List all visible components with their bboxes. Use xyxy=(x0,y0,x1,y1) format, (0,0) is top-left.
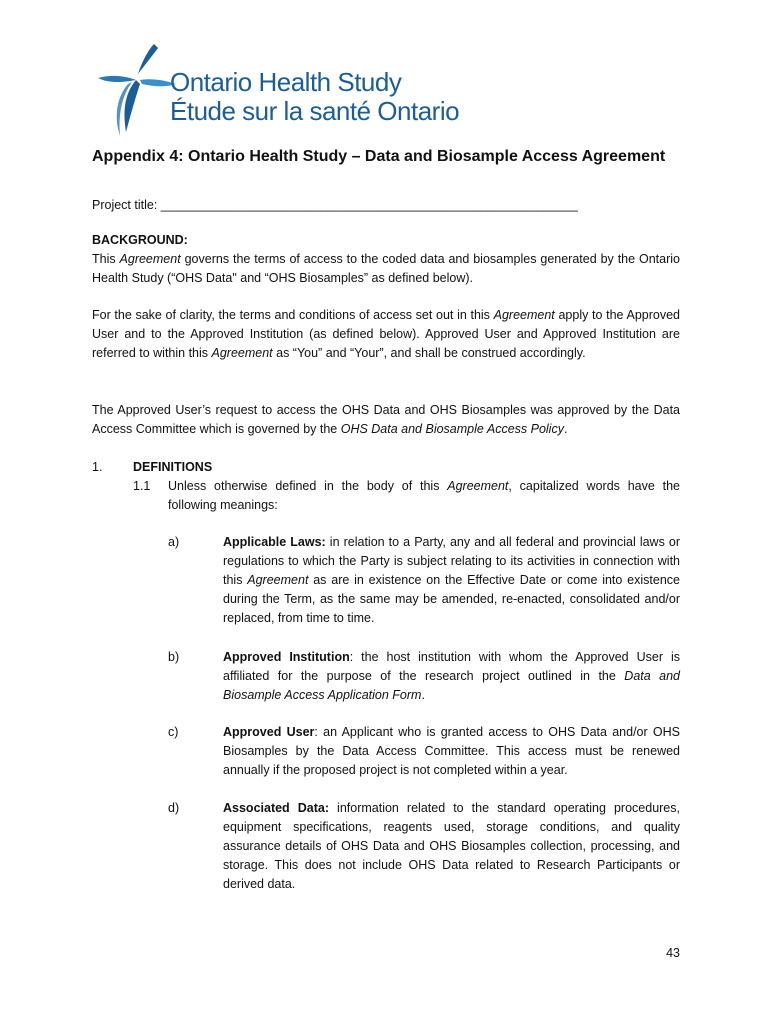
subsection-number: 1.1 xyxy=(133,479,151,493)
logo-text xyxy=(170,68,459,126)
paragraph-agreement-scope: This Agreement governs the terms of access to the coded data and biosamples generated by the Ontario Health Study (“OHS Data" and “OHS Biosamples” as defined below). xyxy=(92,252,680,285)
page-number: 43 xyxy=(666,946,680,960)
section-heading: DEFINITIONS xyxy=(133,460,213,474)
project-title-line: Project title: ____________________________________________________________ xyxy=(92,198,578,212)
definition-item: Associated Data: information related to the standard operating procedures, equipment specifications, reagents used, storage conditions, and quality assurance details of OHS Data and OHS Biosamples collection, processing, and storage. This does not include OHS Data related to Research Participants or derived data. xyxy=(223,801,680,891)
definition-item: Applicable Laws: in relation to a Party, any and all federal and provincial laws or regulations to which the Party is subject relating to its activities in connection with this Agreement as are in existence on the Effective Date or come into existence during the Term, as the same may be amended, re-enacted, consolidated and/or replaced, from time to time. xyxy=(223,535,681,625)
section-number: 1. xyxy=(92,460,103,474)
definition-letter: a) xyxy=(168,535,180,549)
subsection-text: Unless otherwise defined in the body of this Agreement, capitalized words have the following meanings: xyxy=(168,479,680,512)
ohs-logo-mark-icon xyxy=(92,40,182,140)
logo-line-french: Étude sur la santé Ontario xyxy=(170,96,460,126)
definition-item: Approved User: an Applicant who is granted access to OHS Data and/or OHS Biosamples by the Data Access Committee. This access must be renewed annually if the proposed project is not completed within a year. xyxy=(223,725,680,777)
definition-letter: d) xyxy=(168,801,180,815)
paragraph-clarity: For the sake of clarity, the terms and conditions of access set out in this Agreement apply to the Approved User and to the Approved Institution (as defined below). Approved User and Approved Institution are referred to within this Agreement as “You” and “Your”, and shall be construed accordingly. xyxy=(92,308,680,360)
definition-letter: b) xyxy=(168,650,180,664)
page-title: Appendix 4: Ontario Health Study – Data and Biosample Access Agreement xyxy=(92,148,666,165)
ohs-logo xyxy=(92,40,472,140)
definition-item: Approved Institution: the host institution with whom the Approved User is affiliated for the purpose of the research project outlined in the Data and Biosample Access Application Form. xyxy=(223,650,681,702)
logo-line-english: Ontario Health Study xyxy=(170,67,402,97)
paragraph-approval: The Approved User’s request to access the OHS Data and OHS Biosamples was approved by the Data Access Committee which is governed by the OHS Data and Biosample Access Policy. xyxy=(92,403,680,436)
definition-letter: c) xyxy=(168,725,179,739)
background-heading: BACKGROUND: xyxy=(92,233,188,247)
